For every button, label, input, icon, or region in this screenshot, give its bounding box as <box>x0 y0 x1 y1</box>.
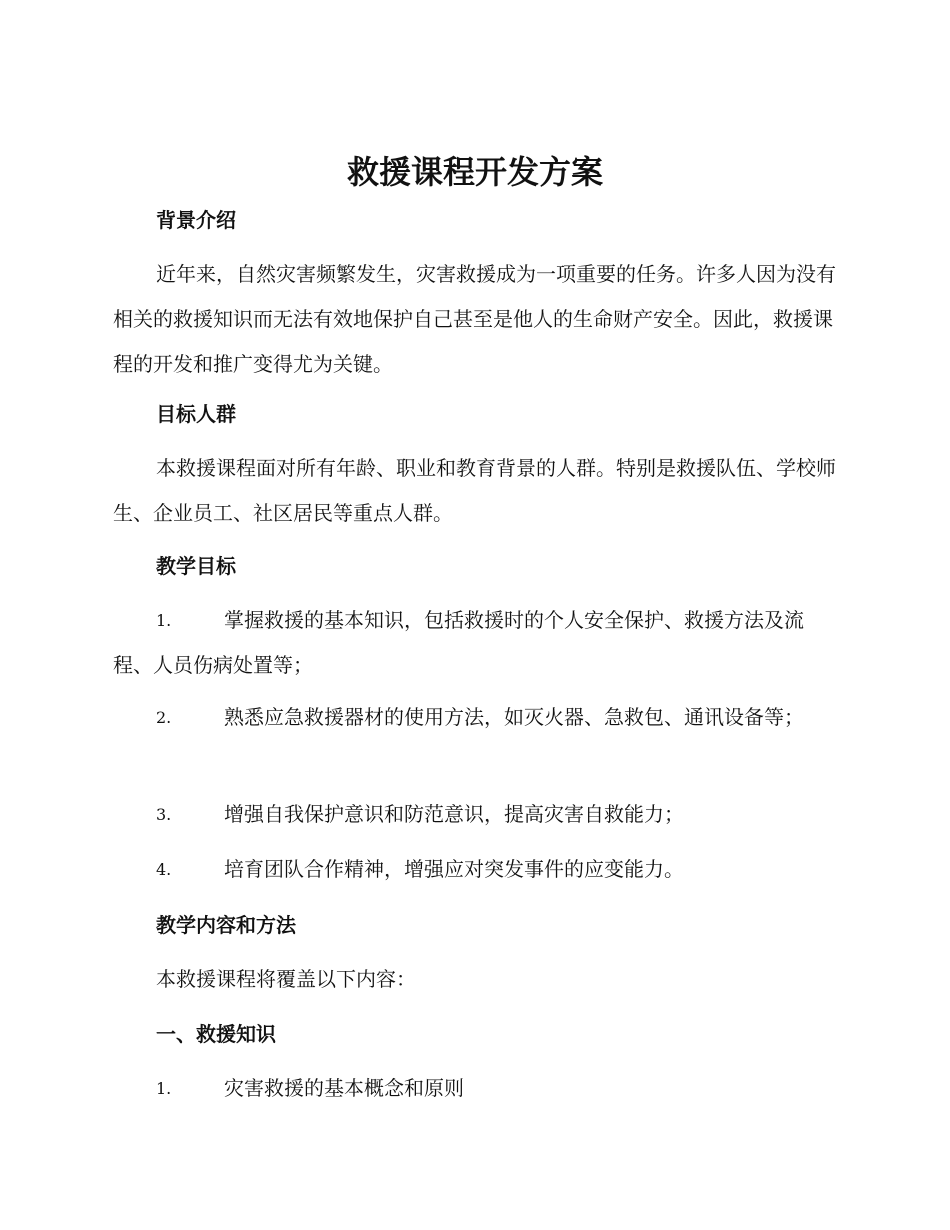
goal-item-text: 熟悉应急救援器材的使用方法，如灭火器、急救包、通讯设备等； <box>224 705 804 729</box>
content-item-number: 1. <box>156 1079 172 1098</box>
heading-content: 教学内容和方法 <box>156 913 296 937</box>
heading-goals: 教学目标 <box>156 554 236 578</box>
goal-item-text: 掌握救援的基本知识，包括救援时的个人安全保护、救援方法及流程、人员伤病处置等； <box>113 608 804 677</box>
goal-item-text: 培育团队合作精神，增强应对突发事件的应变能力。 <box>224 857 684 881</box>
content-item <box>113 1066 841 1111</box>
goal-item <box>113 847 841 892</box>
heading-audience: 目标人群 <box>156 402 236 426</box>
goal-item <box>113 792 841 837</box>
goal-item <box>113 598 841 688</box>
paragraph-content: 本救援课程将覆盖以下内容： <box>156 967 416 991</box>
subheading-knowledge: 一、救援知识 <box>156 1022 276 1046</box>
paragraph-background: 近年来，自然灾害频繁发生，灾害救援成为一项重要的任务。许多人因为没有相关的救援知识而无法有效地保护自己甚至是他人的生命财产安全。因此，救援课程的开发和推广变得尤为关键。 <box>113 262 836 376</box>
goal-item-text: 增强自我保护意识和防范意识，提高灾害自救能力； <box>224 802 684 826</box>
document-title: 救援课程开发方案 <box>346 153 603 191</box>
goal-item-number: 3. <box>156 805 172 824</box>
paragraph-audience: 本救援课程面对所有年龄、职业和教育背景的人群。特别是救援队伍、学校师生、企业员工、社区居民等重点人群。 <box>113 456 836 525</box>
content-item-text: 灾害救援的基本概念和原则 <box>224 1076 464 1100</box>
heading-background: 背景介绍 <box>156 208 236 232</box>
goal-item-number: 4. <box>156 860 172 879</box>
goal-item-number: 1. <box>156 611 172 630</box>
goal-item-number: 2. <box>156 708 172 727</box>
goal-item <box>113 695 841 740</box>
